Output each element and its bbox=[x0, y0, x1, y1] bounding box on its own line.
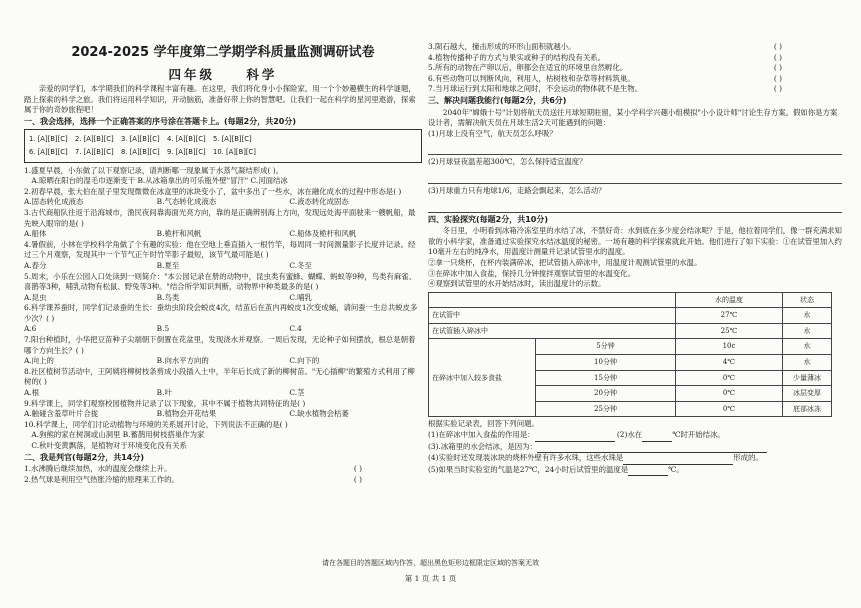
answer-3: (3).冰箱里的水会结冰，是因为： bbox=[428, 442, 842, 454]
blank[interactable] bbox=[537, 442, 767, 454]
option: A.固态转化成液态 bbox=[24, 197, 84, 207]
state-cell: 水 bbox=[783, 339, 832, 355]
header-cell: 水的温度 bbox=[676, 292, 783, 308]
option: B.鸟类 bbox=[156, 292, 180, 302]
intro-text: 亲爱的同学们，本学期我们的科学课程丰富有趣。在这里，我们将化身小小探险家，用一个个妙趣横生的科学谜题，踏上探索的科学之旅。我们将运用科学知识，开动脑筋，准备好带上你的智慧吧。让我们一起在科学的星河里遨游，探索属于你的奇妙旅程吧！ bbox=[24, 84, 416, 115]
time-cell: 5分钟 bbox=[536, 339, 676, 355]
option: B.桅杆和风帆 bbox=[156, 229, 202, 239]
problem-1: (1)月球上没有空气，航天员怎么呼吸？ bbox=[428, 128, 557, 138]
table-row bbox=[429, 339, 832, 355]
state-cell: 水 bbox=[783, 308, 832, 324]
temp-cell: 4℃ bbox=[676, 355, 783, 371]
answer-paren[interactable]: ( ) bbox=[773, 84, 782, 94]
question-6-options bbox=[24, 324, 422, 335]
header-cell bbox=[429, 292, 676, 308]
answer-card bbox=[24, 129, 422, 162]
question-9-options bbox=[24, 409, 422, 420]
option: B.植物会开花结果 bbox=[156, 409, 217, 419]
question-2-options bbox=[24, 197, 422, 208]
answer-paren[interactable]: ( ) bbox=[353, 464, 362, 474]
problem-3: (3)月球重力只有地球1/6，走路会飘起来，怎么活动？ bbox=[428, 185, 606, 195]
row-label: 在碎冰中加入较多食盐 bbox=[429, 339, 536, 417]
table-row bbox=[429, 323, 832, 339]
option: A.根 bbox=[24, 388, 40, 398]
state-cell: 水 bbox=[783, 323, 832, 339]
row-label: 在试管中 bbox=[429, 308, 676, 324]
answer-paren[interactable]: ( ) bbox=[353, 474, 362, 484]
judge-item: 2.热气球是利用空气热胀冷缩的原理来工作的。 ( ) bbox=[24, 474, 362, 484]
header-cell: 状态 bbox=[783, 292, 832, 308]
question-3: 3.古代商船队往返于沿海城市，渔民夜间靠海面光亮方向，靠的是正确辨别海上方向，发现远处海平面驶来一艘帆船，最先映入眼帘的是( ) bbox=[24, 207, 416, 228]
option: C.茎 bbox=[289, 388, 305, 398]
question-7-options bbox=[24, 356, 422, 367]
grade-label: 四年级 bbox=[168, 67, 216, 82]
footer-notice: 请在各题目的答题区域内作答，超出黑色矩形边框限定区域的答案无效 bbox=[322, 559, 539, 567]
answer-option[interactable]: 10. [A][B][C] bbox=[213, 147, 256, 156]
answer-option[interactable]: 6. [A][B][C] bbox=[29, 147, 68, 156]
section2-heading: 二、我是判官(每题2分，共14分) bbox=[24, 452, 145, 462]
question-2: 2.初春早晨，张大伯在屋子里发现微微在冰盒里的冰块变小了，盆中多出了一些水，冰在融化成水的过程中形态是( ) bbox=[24, 186, 402, 196]
answer-option[interactable]: 2. [A][B][C] bbox=[75, 135, 114, 144]
answer-option[interactable]: 7. [A][B][C] bbox=[75, 147, 114, 156]
temp-cell: 0℃ bbox=[676, 370, 783, 386]
blank[interactable] bbox=[535, 430, 615, 442]
answer-option[interactable]: 3. [A][B][C] bbox=[121, 135, 160, 144]
state-cell: 水 bbox=[783, 355, 832, 371]
time-cell: 25分钟 bbox=[536, 401, 676, 417]
state-cell: 少量薄冰 bbox=[783, 370, 832, 386]
option: A.向上的 bbox=[24, 356, 54, 366]
judge-item: 7.当月球运行到太阳和地球之间时，不会运动的物体就不是生物。 ( ) bbox=[428, 84, 782, 94]
section3-heading: 三、解决问题我能行(每题2分，共6分) bbox=[428, 95, 567, 105]
step-4: ④观察到试管里的水开始结冰时，读出温度计的示数。 bbox=[428, 279, 606, 289]
option: C.缺水植物会枯萎 bbox=[289, 409, 349, 419]
option: A.春分 bbox=[24, 260, 47, 270]
problem-2: (2)月球昼夜温差超300℃，怎么保持适宜温度？ bbox=[428, 157, 587, 167]
question-3-options bbox=[24, 229, 422, 240]
answer-paren[interactable]: ( ) bbox=[773, 63, 782, 73]
question-7: 7.阳台种植时，小华把豆苗种子尖端朝下倒置在花盆里，发现浇水并观察。一周后发现，无论种子如何摆放，根总是朝着哪个方向生长？( ) bbox=[24, 335, 416, 355]
section4-heading: 四、实验探究(每题2分，共10分) bbox=[428, 214, 549, 224]
option: C.船体及桅杆和风帆 bbox=[289, 229, 357, 239]
row-label: 在试管插入碎冰中 bbox=[429, 323, 676, 339]
answer-1-2: (1)在碎冰中加入食盐的作用是： (2)水在 ℃时开始结冰。 bbox=[428, 430, 842, 442]
judge-item: 6.有些动物可以判断风向，利用人，枯树枝和杂草等材料筑巢。 ( ) bbox=[428, 73, 782, 83]
judge-item: 4.植物传播种子的方式与果实或种子的结构没有关系。 ( ) bbox=[428, 52, 782, 62]
blank[interactable] bbox=[623, 453, 733, 465]
time-cell: 10分钟 bbox=[536, 355, 676, 371]
option: C.向下的 bbox=[289, 356, 320, 366]
answer-line[interactable] bbox=[428, 168, 842, 184]
answer-paren[interactable]: ( ) bbox=[773, 42, 782, 51]
blank[interactable] bbox=[642, 430, 672, 442]
answer-option[interactable]: 1. [A][B][C] bbox=[29, 135, 68, 144]
question-1-options: A.晾晒在阳台的湿毛巾逐渐变干 B.从冰箱拿出的可乐瓶外壁"冒汗" C.河面结冰 bbox=[31, 176, 288, 186]
question-1: 1.盛夏早晨，小东做了以下观察记录，请判断哪一现象属于水蒸气凝结形成( )。 bbox=[24, 165, 284, 175]
exam-title: 2024-2025 学年度第二学期学科质量监测调研试卷 bbox=[71, 45, 375, 60]
option: B.气态转化成液态 bbox=[156, 197, 217, 207]
state-cell: 冰层变厚 bbox=[783, 386, 832, 402]
option: A.船体 bbox=[24, 229, 47, 239]
temp-cell: 25℃ bbox=[676, 323, 783, 339]
page-number: 第 1 页 共 1 页 bbox=[404, 574, 457, 583]
option: B.夏至 bbox=[156, 260, 180, 270]
question-9: 9.科学课上，同学们观察校园植物并记录了以下现象，其中不属于植物共同特征的是( ) bbox=[24, 398, 306, 408]
question-8-options bbox=[24, 388, 422, 399]
answer-line[interactable] bbox=[428, 197, 842, 213]
answer-option[interactable]: 5. [A][B][C] bbox=[213, 135, 252, 144]
option: B.向水平方向的 bbox=[156, 356, 209, 366]
answer-line[interactable] bbox=[428, 139, 842, 155]
temp-cell: 10c bbox=[676, 339, 783, 355]
temp-cell: 27℃ bbox=[676, 308, 783, 324]
subject-label: 科学 bbox=[246, 67, 278, 82]
temp-cell: 0℃ bbox=[676, 386, 783, 402]
question-5-options bbox=[24, 293, 422, 304]
judge-item: 3.陨石越大，撞击形成的环形山面积就越小。 ( ) bbox=[428, 42, 782, 51]
right-column bbox=[428, 42, 842, 476]
option: C.冬至 bbox=[289, 260, 312, 270]
question-8: 8.社区植树节活动中，王阿姨将柳树枝条剪成小段插入土中，半年后长成了新的柳树苗。"无心插柳"的繁殖方式利用了柳树的( ) bbox=[24, 366, 415, 387]
state-cell: 底部冰冻 bbox=[783, 401, 832, 417]
judge-item: 1.水沸腾后继续加热，水的温度会继续上升。 ( ) bbox=[24, 464, 362, 474]
option: C.液态转化成固态 bbox=[289, 197, 349, 207]
option: A.6 bbox=[24, 324, 37, 334]
answer-row bbox=[29, 134, 417, 145]
answer-option[interactable]: 4. [A][B][C] bbox=[167, 135, 206, 144]
answer-4: (4)实验时还发现装冰块的烧杯外壁有许多水珠，这些水珠是 形成的。 bbox=[428, 453, 842, 465]
section1-heading: 一、我会选择，选择一个正确答案的序号涂在答题卡上。(每题2分，共20分) bbox=[24, 116, 297, 126]
question-5: 5.周末，小乐在公园入口处读到一则简介："本公园记录在册的动物中，昆虫类有蜜蜂、蝴蝶、蚂蚁等9种，鸟类有麻雀、喜鹊等3种，哺乳动物有松鼠、野兔等3种。"结合所学知识判断，动物界中种类最多的是( ) bbox=[24, 271, 417, 292]
option: C.4 bbox=[289, 324, 302, 334]
time-cell: 15分钟 bbox=[536, 370, 676, 386]
judge-item: 5.所有的动物在产卵以后，卵都会在适宜的环境里自然孵化。 ( ) bbox=[428, 63, 782, 73]
left-column bbox=[24, 84, 422, 485]
exam-subtitle bbox=[24, 65, 422, 83]
blank[interactable] bbox=[628, 465, 668, 477]
table-instructions: 根据实验记录表，回答下列问题。 bbox=[428, 419, 539, 429]
answer-option[interactable]: 9. [A][B][C] bbox=[167, 147, 206, 156]
question-6: 6.科学课养蚕时，同学们记录蚕的生长：蚕幼虫阶段会蜕皮4次，结茧后在茧内再蜕皮1次变成蛹，请问蚕一生总共蜕皮多少次？( ) bbox=[24, 303, 418, 323]
section4-intro: 冬日里，小明看到冰箱冷冻室里的水结了冰，不禁好奇：水到底在多少度会结冰呢？于是，他拉着同学们，像一群充满求知欲的小科学家，准备通过实验探究水结冰温度的秘密。一场有趣的科学探索就此开始。他们进行了如下实验：①在试管里加入约10毫升左右的纯净水，用温度计测量并记录试管里水的温度。 bbox=[428, 226, 842, 257]
question-10-option-c: C.秋叶变黄飘落，是植物对于环境变化没有关系 bbox=[31, 441, 187, 450]
step-3: ③在碎冰中加入食盐，保持几分钟搅拌观察试管里的水温变化。 bbox=[428, 268, 635, 278]
question-10: 10.科学课上，同学们讨论动植物与环境的关系展开讨论，下列说法不正确的是( ) bbox=[24, 419, 288, 429]
option: A.昆虫 bbox=[24, 292, 47, 302]
option: A.触碰含羞草叶片合拢 bbox=[24, 409, 99, 419]
answer-5: (5)如果当时实验室的气温是27℃，24小时后试管里的温度是 ℃。 bbox=[428, 465, 842, 477]
answer-row bbox=[29, 147, 417, 158]
question-4: 4.暑假前，小林在学校科学角做了个有趣的实验：他在空地上垂直插入一根竹竿，每周同一时间测量影子长度并记录。经过三个月观察，发现其中一个节气正午时竹竿影子最短，该节气最可能是( ) bbox=[24, 239, 416, 260]
experiment-table bbox=[428, 292, 832, 418]
temp-cell: 0℃ bbox=[676, 401, 783, 417]
option: B.叶 bbox=[156, 388, 172, 398]
step-2: ②拿一只烧杯，在杯内装满碎冰，把试管插入碎冰中，用温度计观测试管里的水温。 bbox=[428, 257, 702, 267]
time-cell: 20分钟 bbox=[536, 386, 676, 402]
option: C.哺乳 bbox=[289, 292, 312, 302]
question-4-options bbox=[24, 261, 422, 272]
table-header bbox=[429, 292, 832, 308]
answer-paren[interactable]: ( ) bbox=[773, 52, 782, 62]
section3-intro: 2040年"嫦娥十号"计划将航天员送往月球短期驻留，某小学科学兴趣小组模拟"小小设计师"讨论生存方案。假如你是方案设计者，需解决航天员在月球生活2天可能遇到的问题： bbox=[428, 107, 838, 128]
option: B.5 bbox=[156, 324, 170, 334]
answer-option[interactable]: 8. [A][B][C] bbox=[121, 147, 160, 156]
answer-paren[interactable]: ( ) bbox=[773, 73, 782, 83]
table-row bbox=[429, 308, 832, 324]
question-10-options-ab: A.狗熊的家在树洞或山洞里 B.蓄鹊用树枝搭巢作为家 bbox=[31, 430, 205, 440]
